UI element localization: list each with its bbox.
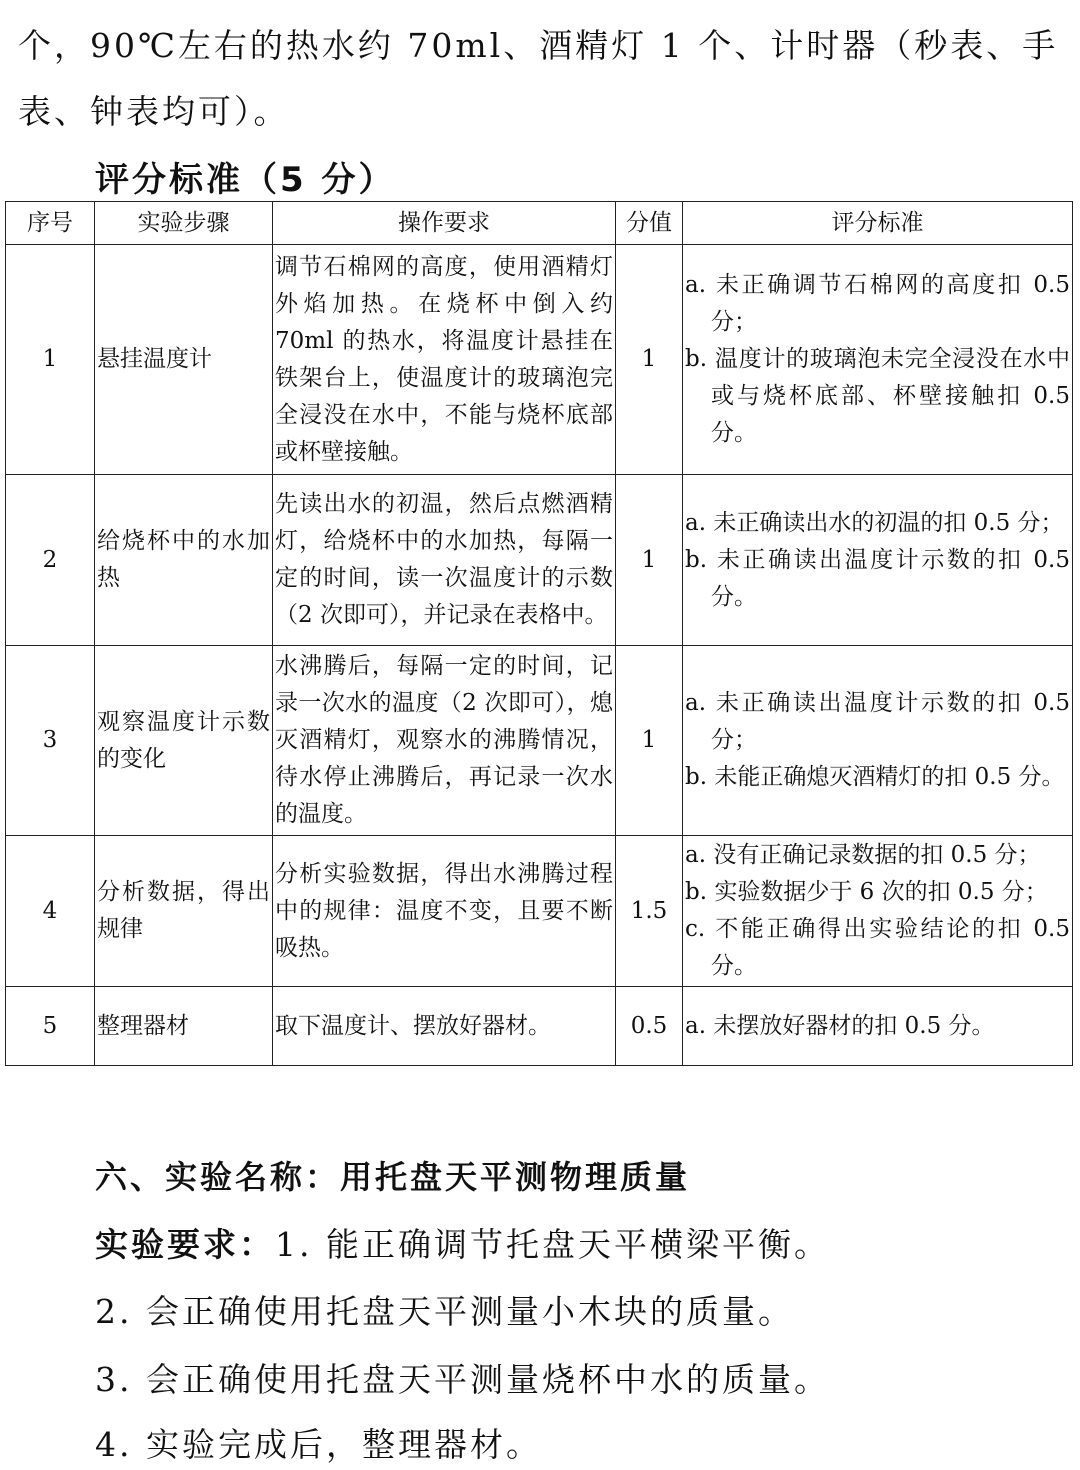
row-no: 2 <box>6 475 95 646</box>
table-header-row <box>6 202 1073 245</box>
row-step: 给烧杯中的水加热 <box>95 475 273 646</box>
row-criteria <box>683 987 1073 1066</box>
criteria-item: b. 未正确读出温度计示数的扣 0.5 分。 <box>685 546 1070 610</box>
criteria-item: b. 温度计的玻璃泡未完全浸没在水中或与烧杯底部、杯壁接触扣 0.5 分。 <box>685 346 1070 446</box>
row-score: 1.5 <box>616 836 683 987</box>
requirement-item-3: 3. 会正确使用托盘天平测量烧杯中水的质量。 <box>95 1360 830 1399</box>
row-no: 1 <box>6 245 95 475</box>
requirement-label: 实验要求： <box>95 1225 275 1264</box>
table-row <box>6 245 1073 475</box>
scoring-title: 评分标准（5 分） <box>95 160 396 200</box>
criteria-item: a. 未正确读出温度计示数的扣 0.5 分； <box>685 690 1070 753</box>
row-criteria <box>683 836 1073 987</box>
row-step: 悬挂温度计 <box>95 245 273 475</box>
table-row <box>6 646 1073 836</box>
row-no: 4 <box>6 836 95 987</box>
row-requirement: 取下温度计、摆放好器材。 <box>273 987 616 1066</box>
row-criteria <box>683 475 1073 646</box>
row-criteria <box>683 646 1073 836</box>
row-criteria <box>683 245 1073 475</box>
row-no: 3 <box>6 646 95 836</box>
table-row <box>6 836 1073 987</box>
row-step: 整理器材 <box>95 987 273 1066</box>
row-requirement: 先读出水的初温，然后点燃酒精灯，给烧杯中的水加热，每隔一定的时间，读一次温度计的示数（2 次即可），并记录在表格中。 <box>273 475 616 646</box>
header-requirement: 操作要求 <box>273 202 616 245</box>
header-criteria: 评分标准 <box>683 202 1073 245</box>
requirement-item-2: 2. 会正确使用托盘天平测量小木块的质量。 <box>95 1292 794 1331</box>
requirement-item-1: 1. 能正确调节托盘天平横梁平衡。 <box>275 1225 830 1264</box>
criteria-item: a. 未摆放好器材的扣 0.5 分。 <box>685 1012 995 1039</box>
row-requirement: 水沸腾后，每隔一定的时间，记录一次水的温度（2 次即可），熄灭酒精灯，观察水的沸腾情况，待水停止沸腾后，再记录一次水的温度。 <box>273 646 616 836</box>
requirement-line-1 <box>95 1219 830 1266</box>
header-no: 序号 <box>6 202 95 245</box>
header-score: 分值 <box>616 202 683 245</box>
table-row <box>6 475 1073 646</box>
section-6-title: 六、实验名称：用托盘天平测物理质量 <box>95 1158 691 1196</box>
criteria-item: a. 未正确读出水的初温的扣 0.5 分； <box>685 509 1064 536</box>
header-step: 实验步骤 <box>95 202 273 245</box>
row-requirement: 分析实验数据，得出水沸腾过程中的规律：温度不变，且要不断吸热。 <box>273 836 616 987</box>
row-no: 5 <box>6 987 95 1066</box>
criteria-item: a. 没有正确记录数据的扣 0.5 分； <box>685 842 1041 868</box>
criteria-item: b. 实验数据少于 6 次的扣 0.5 分； <box>685 879 1048 905</box>
table-row <box>6 987 1073 1066</box>
criteria-item: a. 未正确调节石棉网的高度扣 0.5 分； <box>685 272 1070 335</box>
requirement-item-4: 4. 实验完成后，整理器材。 <box>95 1425 542 1464</box>
intro-line-2: 表、钟表均可）。 <box>18 92 290 131</box>
row-requirement: 调节石棉网的高度，使用酒精灯外焰加热。在烧杯中倒入约 70ml 的热水，将温度计悬挂在铁架台上，使温度计的玻璃泡完全浸没在水中，不能与烧杯底部或杯壁接触。 <box>273 245 616 475</box>
criteria-item: c. 不能正确得出实验结论的扣 0.5 分。 <box>685 916 1070 979</box>
row-score: 1 <box>616 475 683 646</box>
row-score: 1 <box>616 245 683 475</box>
row-step: 观察温度计示数的变化 <box>95 646 273 836</box>
grading-table <box>5 201 1073 1066</box>
intro-line-1: 个，90℃左右的热水约 70ml、酒精灯 1 个、计时器（秒表、手 <box>18 26 1059 65</box>
row-score: 0.5 <box>616 987 683 1066</box>
row-step: 分析数据，得出规律 <box>95 836 273 987</box>
criteria-item: b. 未能正确熄灭酒精灯的扣 0.5 分。 <box>685 764 1065 790</box>
row-score: 1 <box>616 646 683 836</box>
